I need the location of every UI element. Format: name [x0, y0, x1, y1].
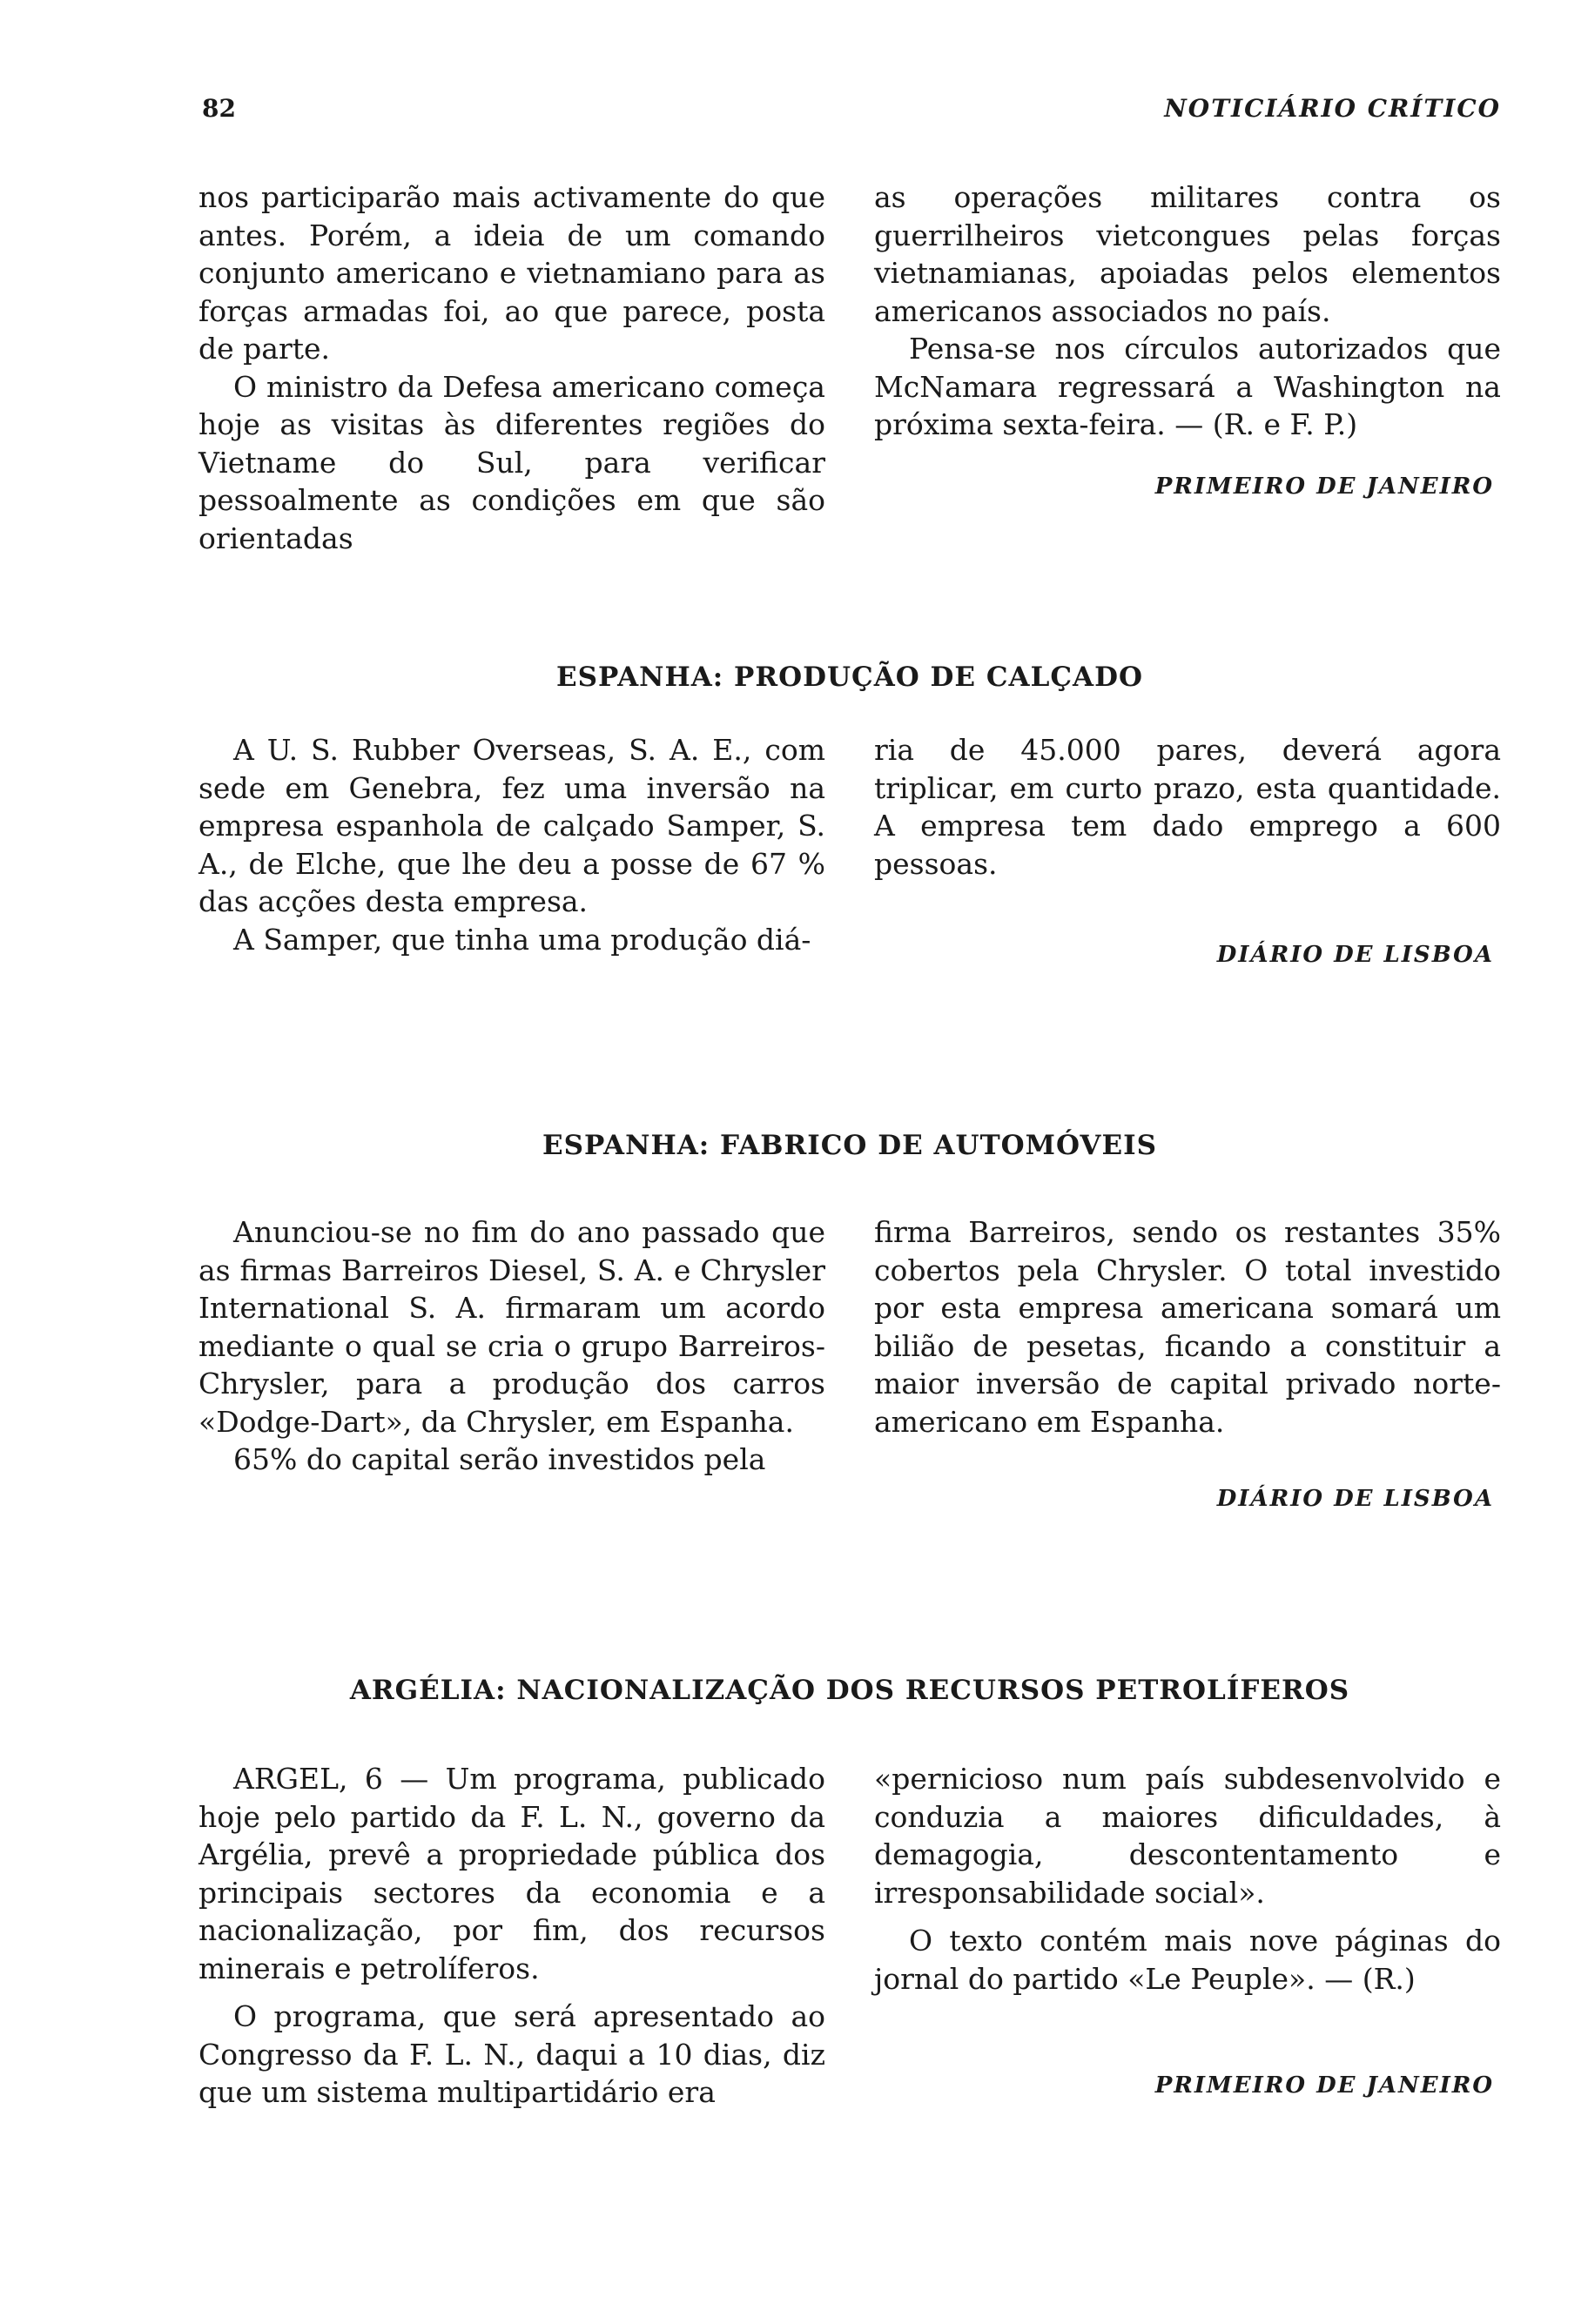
paragraph: O texto contém mais nove páginas do jornal do partido «Le Peuple». — (R.) — [874, 1924, 1501, 1996]
paragraph: O programa, que será apresentado ao Congresso da F. L. N., daqui a 10 dias, diz que um sistema multipartidário era — [198, 1999, 825, 2109]
paragraph: Pensa-se nos círculos autorizados que McNamara regressará a Washington na próxima sexta-feira. — (R. e F. P.) — [874, 332, 1501, 441]
paragraph: O ministro da Defesa americano começa hoje as visitas às diferentes regiões do Vietname do Sul, para verificar pessoalmente as condições em que são orientadas — [198, 369, 825, 555]
paragraph: Anunciou-se no fim do ano passado que as firmas Barreiros Diesel, S. A. e Chrysler International S. A. firmaram um acordo mediante o qual se cria o grupo Barreiros-Chrysler, para a produção dos carros «Dodge-Dart», da Chrysler, em Espanha. — [198, 1215, 825, 1439]
paragraph: ARGEL, 6 — Um programa, publicado hoje pelo partido da F. L. N., governo da Argélia, prevê a propriedade pública dos principais sectores da economia e a nacionalização, por fim, dos recursos minerais e petrolíferos. — [198, 1762, 825, 1985]
paragraph: nos participarão mais activamente do que antes. Porém, a ideia de um comando conjunto americano e vietnamiano para as forças armadas foi, ao que parece, posta de parte. — [198, 180, 825, 366]
article-title: ESPANHA: PRODUÇÃO DE CALÇADO — [556, 662, 1143, 693]
article-title: ESPANHA: FABRICO DE AUTOMÓVEIS — [542, 1130, 1158, 1161]
right-column — [874, 731, 1501, 975]
paragraph: A Samper, que tinha uma produção diá- — [233, 922, 811, 957]
article-continuation — [198, 178, 1501, 557]
paragraph: «pernicioso num país subdesenvolvido e conduzia a maiores dificuldades, à demagogia, descontentamento e irresponsabilidade social». — [874, 1762, 1501, 1910]
left-column — [198, 731, 825, 975]
article-automoveis — [198, 1130, 1501, 1519]
right-column — [874, 1760, 1501, 2112]
left-column — [198, 1213, 825, 1519]
paragraph: A U. S. Rubber Overseas, S. A. E., com sede em Genebra, fez uma inversão na empresa espanhola de calçado Samper, S. A., de Elche, que lhe deu a posse de 67 % das acções desta empresa. — [198, 733, 825, 918]
paragraph: 65% do capital serão investidos pela — [233, 1442, 766, 1476]
source-credit: PRIMEIRO DE JANEIRO — [1154, 473, 1494, 500]
left-column — [198, 178, 825, 557]
paragraph: as operações militares contra os guerrilheiros vietcongues pelas forças vietnamianas, apoiadas pelos elementos americanos associados no país. — [874, 180, 1501, 328]
source-credit: PRIMEIRO DE JANEIRO — [1154, 2072, 1494, 2099]
article-title: ARGÉLIA: NACIONALIZAÇÃO DOS RECURSOS PETROLÍFEROS — [349, 1675, 1350, 1706]
page-number: 82 — [202, 94, 236, 123]
left-column — [198, 1760, 825, 2112]
running-title: NOTICIÁRIO CRÍTICO — [1164, 94, 1501, 123]
paragraph: firma Barreiros, sendo os restantes 35% cobertos pela Chrysler. O total investido por esta empresa americana somará um bilião de pesetas, ficando a constituir a maior inversão de capital privado norte-americano em Espanha. — [874, 1215, 1501, 1439]
right-column — [874, 1213, 1501, 1519]
paragraph: ria de 45.000 pares, deverá agora triplicar, em curto prazo, esta quantidade. A empresa tem dado emprego a 600 pessoas. — [874, 733, 1501, 881]
article-argelia — [198, 1675, 1501, 2112]
article-calcado — [198, 662, 1501, 975]
right-column — [874, 178, 1501, 557]
source-credit: DIÁRIO DE LISBOA — [1216, 942, 1494, 968]
source-credit: DIÁRIO DE LISBOA — [1216, 1486, 1494, 1512]
